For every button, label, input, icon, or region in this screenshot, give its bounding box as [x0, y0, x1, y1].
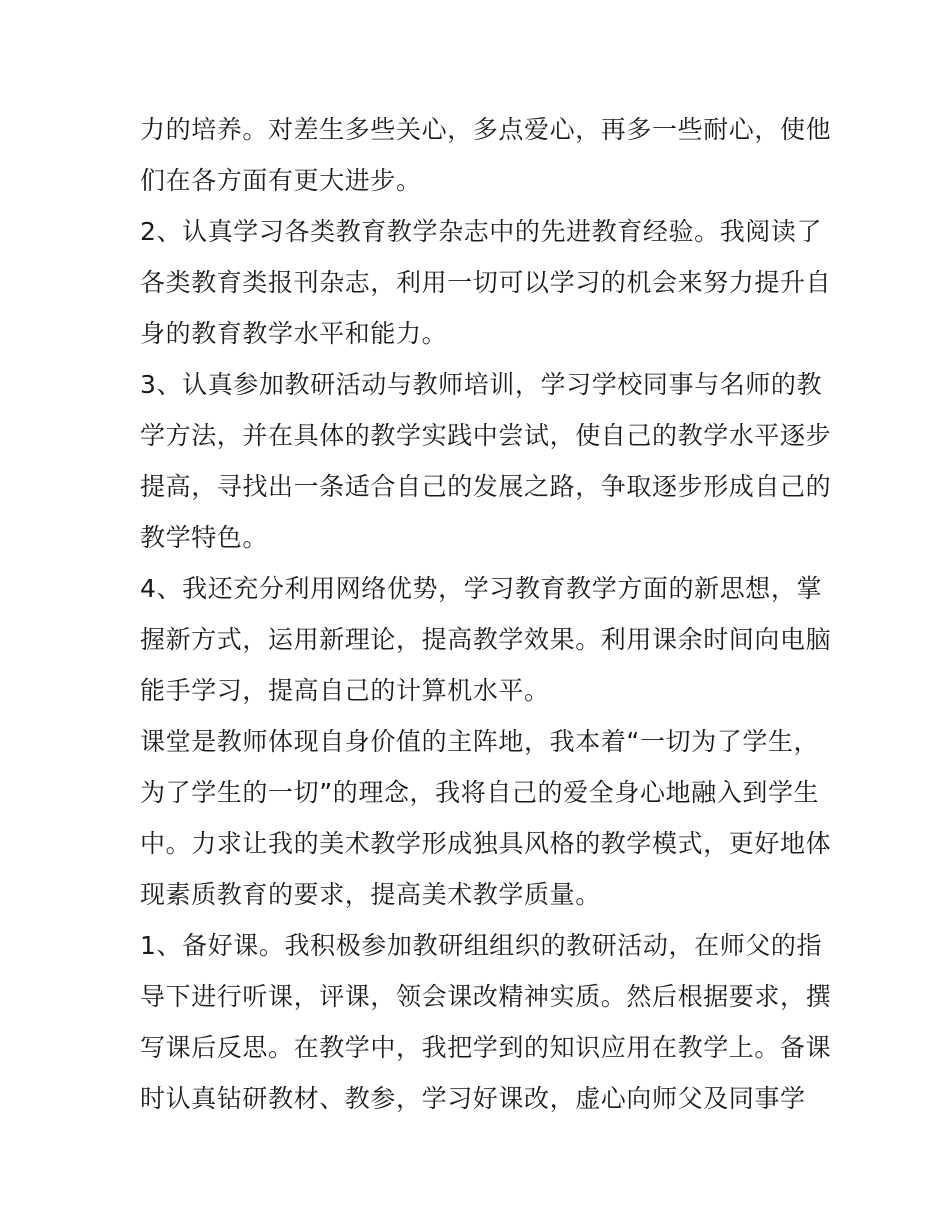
text-line: 中。力求让我的美术教学形成独具风格的教学模式，更好地体 [140, 829, 832, 858]
text-line: 4、我还充分利用网络优势，学习教育教学方面的新思想，掌 [140, 574, 823, 603]
text-line: 身的教育教学水平和能力。 [140, 319, 448, 348]
text-line: 写课后反思。在教学中，我把学到的知识应用在教学上。备课 [140, 1033, 832, 1062]
text-line: 提高，寻找出一条适合自己的发展之路，争取逐步形成自己的 [140, 472, 832, 501]
text-line: 能手学习，提高自己的计算机水平。 [140, 676, 550, 705]
text-line: 时认真钻研教材、教参，学习好课改，虚心向师父及同事学 [140, 1084, 806, 1113]
text-line: 学方法，并在具体的教学实践中尝试，使自己的教学水平逐步 [140, 421, 832, 450]
text-line: 3、认真参加教研活动与教师培训，学习学校同事与名师的教 [140, 370, 823, 399]
text-line: 各类教育类报刊杂志，利用一切可以学习的机会来努力提升自 [140, 268, 832, 297]
text-line: 为了学生的一切”的理念，我将自己的爱全身心地融入到学生 [140, 778, 820, 807]
text-line: 导下进行听课，评课，领会课改精神实质。然后根据要求，撰 [140, 982, 832, 1011]
text-line: 现素质教育的要求，提高美术教学质量。 [140, 880, 601, 909]
text-line: 课堂是教师体现自身价值的主阵地，我本着“一切为了学生， [140, 727, 820, 756]
text-line: 教学特色。 [140, 523, 269, 552]
text-line: 2、认真学习各类教育教学杂志中的先进教育经验。我阅读了 [140, 217, 823, 246]
text-line: 1、备好课。我积极参加教研组组织的教研活动，在师父的指 [140, 931, 823, 960]
text-line: 们在各方面有更大进步。 [140, 166, 422, 195]
text-line: 力的培养。对差生多些关心，多点爱心，再多一些耐心，使他 [140, 115, 832, 144]
text-line: 握新方式，运用新理论，提高教学效果。利用课余时间向电脑 [140, 625, 832, 654]
